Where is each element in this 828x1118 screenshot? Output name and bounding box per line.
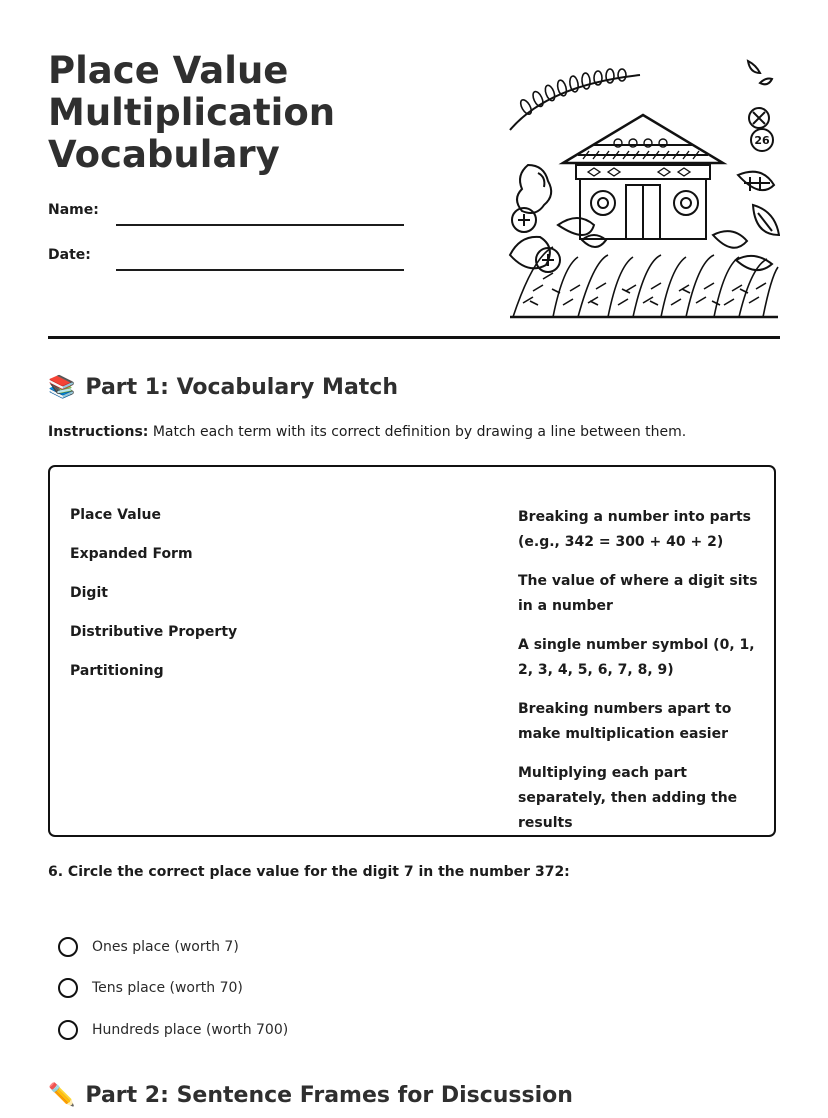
title-line-2: Multiplication: [48, 91, 336, 134]
question-6-prompt: 6. Circle the correct place value for the digit 7 in the number 372:: [48, 864, 570, 880]
definition-item[interactable]: A single number symbol (0, 1, 2, 3, 4, 5, 6, 7, 8, 9): [518, 637, 755, 678]
instructions-text: Match each term with its correct definition by drawing a line between them.: [148, 424, 687, 440]
option-tens[interactable]: [58, 968, 288, 1010]
illustration-badge-number: 26: [754, 134, 770, 147]
option-label: Tens place (worth 70): [92, 980, 243, 997]
terms-list: [70, 505, 237, 700]
term-item[interactable]: Distributive Property: [70, 624, 238, 640]
title-line-3: Vocabulary: [48, 133, 280, 176]
part1-heading: [48, 375, 398, 400]
option-label: Hundreds place (worth 700): [92, 1021, 289, 1038]
title-line-1: Place Value: [48, 49, 289, 92]
radio-circle-icon[interactable]: [58, 937, 78, 957]
definition-item[interactable]: Breaking numbers apart to make multiplication easier: [518, 701, 732, 742]
question-6-options: [58, 926, 288, 1051]
option-label: Ones place (worth 7): [92, 938, 239, 955]
definitions-list: [518, 505, 763, 850]
instructions-label: Instructions:: [48, 424, 149, 440]
page-title: [48, 50, 468, 176]
house-in-garden-illustration: [508, 55, 780, 320]
name-field[interactable]: [48, 202, 404, 218]
definition-item[interactable]: The value of where a digit sits in a number: [518, 573, 758, 614]
term-item[interactable]: Expanded Form: [70, 546, 193, 562]
date-field[interactable]: [48, 247, 404, 263]
term-item[interactable]: Partitioning: [70, 663, 164, 679]
part2-heading: [48, 1083, 573, 1108]
pencil-icon: ✏️: [48, 1083, 76, 1108]
part1-heading-text: Part 1: Vocabulary Match: [85, 375, 399, 400]
books-icon: 📚: [48, 375, 76, 400]
option-hundreds[interactable]: [58, 1009, 288, 1051]
option-ones[interactable]: [58, 926, 288, 968]
vocabulary-match-box: [48, 465, 776, 837]
part1-instructions: [48, 424, 686, 440]
date-label: Date:: [48, 247, 91, 263]
part2-heading-text: Part 2: Sentence Frames for Discussion: [85, 1083, 573, 1108]
radio-circle-icon[interactable]: [58, 978, 78, 998]
name-line[interactable]: [116, 224, 404, 226]
definition-item[interactable]: Multiplying each part separately, then adding the results: [518, 765, 738, 831]
name-label: Name:: [48, 202, 99, 218]
term-item[interactable]: Place Value: [70, 507, 161, 523]
radio-circle-icon[interactable]: [58, 1020, 78, 1040]
definition-item[interactable]: Breaking a number into parts (e.g., 342 = 300 + 40 + 2): [518, 509, 751, 550]
date-line[interactable]: [116, 269, 404, 271]
header-divider: [48, 336, 780, 339]
term-item[interactable]: Digit: [70, 585, 108, 601]
